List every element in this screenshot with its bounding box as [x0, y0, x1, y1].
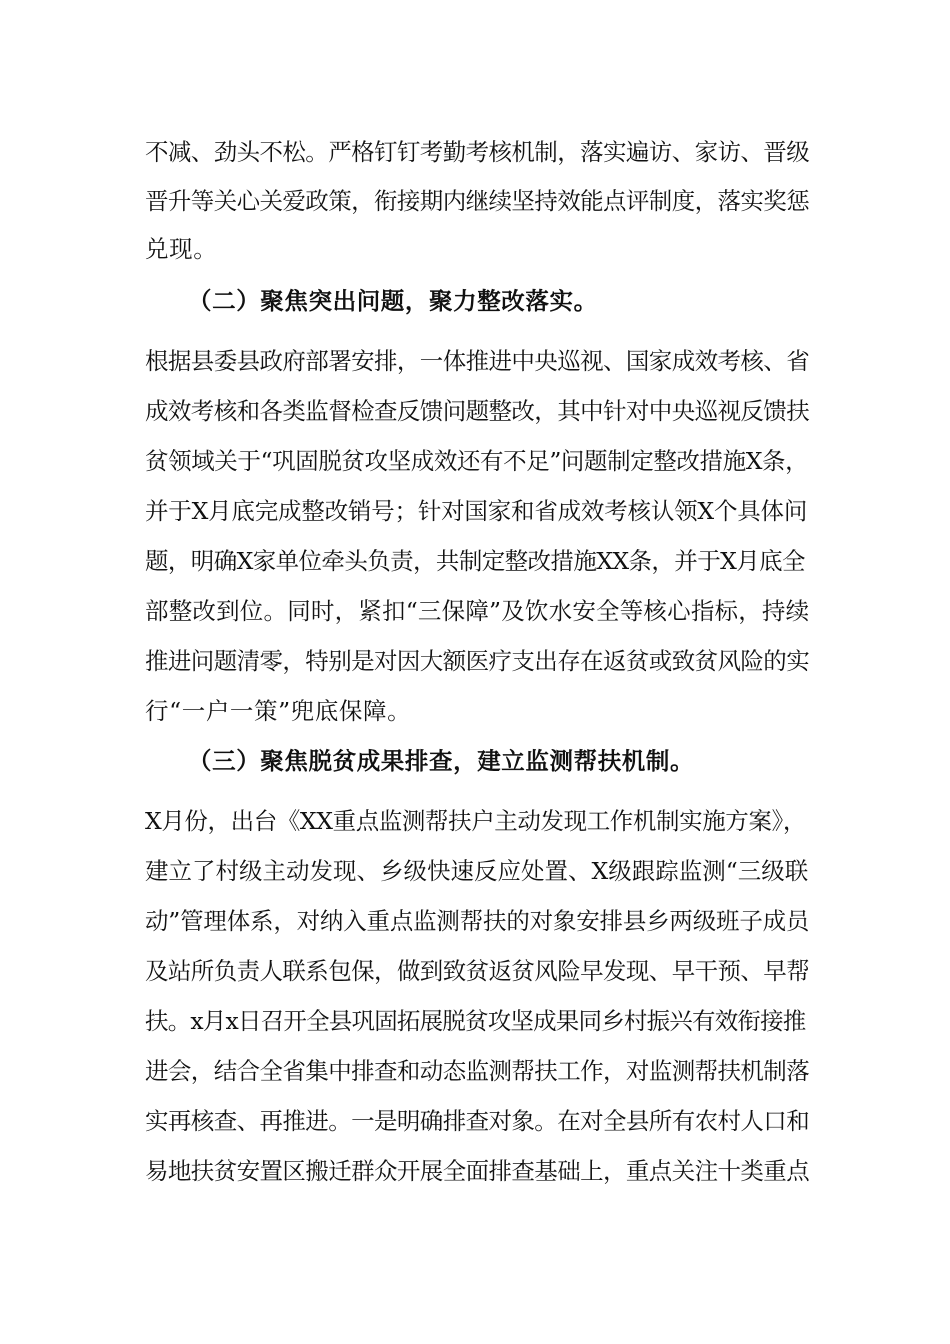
paragraph-3-line-8: 易地扶贫安置区搬迁群众开展全面排查基础上，重点关注十类重点 — [145, 1157, 810, 1185]
paragraph-2-line-2: 成效考核和各类监督检查反馈问题整改，其中针对中央巡视反馈扶 — [145, 397, 810, 425]
paragraph-3-line-3: 动”管理体系，对纳入重点监测帮扶的对象安排县乡两级班子成员 — [145, 907, 810, 935]
paragraph-2-line-7: 推进问题清零，特别是对因大额医疗支出存在返贫或致贫风险的实 — [145, 647, 810, 675]
section-heading-2: （二）聚焦突出问题，聚力整改落实。 — [188, 287, 598, 315]
paragraph-3-line-4: 及站所负责人联系包保，做到致贫返贫风险早发现、早干预、早帮 — [145, 957, 810, 985]
paragraph-1-line-2: 晋升等关心关爱政策，衔接期内继续坚持效能点评制度，落实奖惩 — [145, 187, 810, 215]
paragraph-2-line-5: 题，明确X家单位牵头负责，共制定整改措施XX条，并于X月底全 — [145, 547, 805, 575]
paragraph-2-line-3: 贫领域关于“巩固脱贫攻坚成效还有不足”问题制定整改措施X条， — [145, 447, 809, 475]
paragraph-3-line-2: 建立了村级主动发现、乡级快速反应处置、X级跟踪监测“三级联 — [145, 857, 809, 885]
paragraph-2-line-4: 并于X月底完成整改销号；针对国家和省成效考核认领X个具体问 — [145, 497, 808, 525]
paragraph-1-line-3: 兑现。 — [145, 235, 218, 263]
paragraph-2-line-8: 行“一户一策”兜底保障。 — [145, 697, 412, 725]
paragraph-3-line-6: 进会，结合全省集中排查和动态监测帮扶工作，对监测帮扶机制落 — [145, 1057, 810, 1085]
paragraph-3-line-1: X月份，出台《XX重点监测帮扶户主动发现工作机制实施方案》， — [145, 807, 806, 835]
paragraph-2-line-6: 部整改到位。同时，紧扣“三保障”及饮水安全等核心指标，持续 — [145, 597, 810, 625]
paragraph-1-line-1: 不减、劲头不松。严格钉钉考勤考核机制，落实遍访、家访、晋级 — [145, 138, 810, 166]
section-heading-3: （三）聚焦脱贫成果排查，建立监测帮扶机制。 — [188, 747, 695, 775]
paragraph-2-line-1: 根据县委县政府部署安排，一体推进中央巡视、国家成效考核、省 — [145, 347, 810, 375]
paragraph-3-line-7: 实再核查、再推进。一是明确排查对象。在对全县所有农村人口和 — [145, 1107, 810, 1135]
paragraph-3-line-5: 扶。x月x日召开全县巩固拓展脱贫攻坚成果同乡村振兴有效衔接推 — [145, 1007, 806, 1035]
